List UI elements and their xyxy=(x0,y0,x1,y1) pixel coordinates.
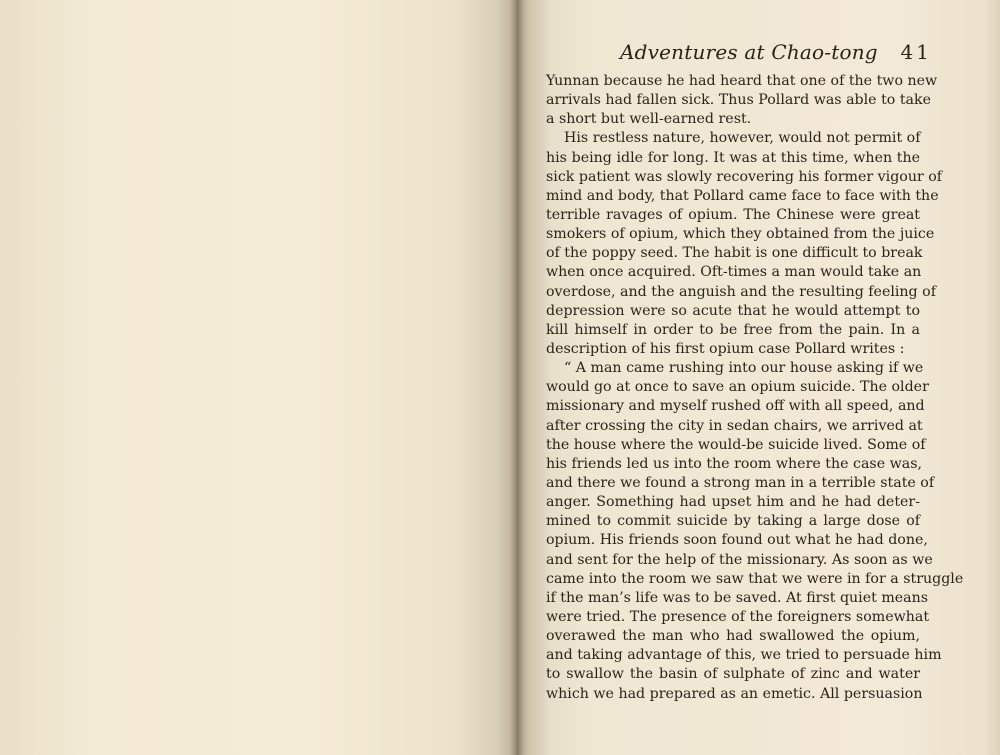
text-line: missionary and myself rushed off with all speed, and xyxy=(546,398,925,415)
text-line: overawed the man who had swallowed the opium, xyxy=(546,628,920,645)
text-line: of the poppy seed. The habit is one difficult to break xyxy=(546,245,923,262)
text-line: opium. His friends soon found out what he had done, xyxy=(546,532,928,549)
text-line: were tried. The presence of the foreigners somewhat xyxy=(546,608,930,625)
text-line: sick patient was slowly recovering his former vigour of xyxy=(546,168,943,185)
text-line: after crossing the city in sedan chairs, we arrived at xyxy=(546,417,923,434)
text-line: when once acquired. Oft-times a man would take an xyxy=(546,264,922,281)
text-line: anger. Something had upset him and he had deter- xyxy=(546,494,920,511)
text-line: came into the room we saw that we were in for a struggle xyxy=(546,570,964,587)
text-line: if the man’s life was to be saved. At first quiet means xyxy=(546,589,929,606)
text-line: would go at once to save an opium suicide. The older xyxy=(546,379,929,396)
text-line: arrivals had fallen sick. Thus Pollard was able to take xyxy=(546,92,931,109)
text-line: and there we found a strong man in a terrible state of xyxy=(546,474,935,491)
text-line: which we had prepared as an emetic. All persuasion xyxy=(546,685,923,702)
book-gutter xyxy=(510,0,524,755)
text-line: Yunnan because he had heard that one of the two new xyxy=(546,73,938,89)
text-line: terrible ravages of opium. The Chinese were great xyxy=(546,206,920,223)
text-line: mined to commit suicide by taking a large dose of xyxy=(546,513,920,530)
body-text xyxy=(546,72,964,704)
text-line: and sent for the help of the missionary. As soon as we xyxy=(546,551,933,568)
text-line: depression were so acute that he would attempt to xyxy=(546,302,920,319)
text-line: his friends led us into the room where the case was, xyxy=(546,455,922,472)
text-line: “ A man came rushing into our house asking if we xyxy=(564,360,924,377)
text-line: smokers of opium, which they obtained from the juice xyxy=(546,226,935,243)
text-line: kill himself in order to be free from the pain. In a xyxy=(546,321,920,338)
text-line: description of his first opium case Pollard writes : xyxy=(546,340,905,357)
text-line: overdose, and the anguish and the resulting feeling of xyxy=(546,283,936,300)
text-line: the house where the would-be suicide lived. Some of xyxy=(546,436,926,453)
text-line: his being idle for long. It was at this time, when the xyxy=(546,149,920,166)
text-line: His restless nature, however, would not permit of xyxy=(564,130,921,147)
text-line: a short but well-earned rest. xyxy=(546,111,752,128)
text-line: and taking advantage of this, we tried to persuade him xyxy=(546,647,942,664)
page-header xyxy=(620,40,932,68)
running-head: Adventures at Chao-tong xyxy=(620,40,878,64)
text-line: mind and body, that Pollard came face to face with the xyxy=(546,187,939,204)
text-line: to swallow the basin of sulphate of zinc and water xyxy=(546,666,920,683)
page-number: 41 xyxy=(900,40,932,64)
